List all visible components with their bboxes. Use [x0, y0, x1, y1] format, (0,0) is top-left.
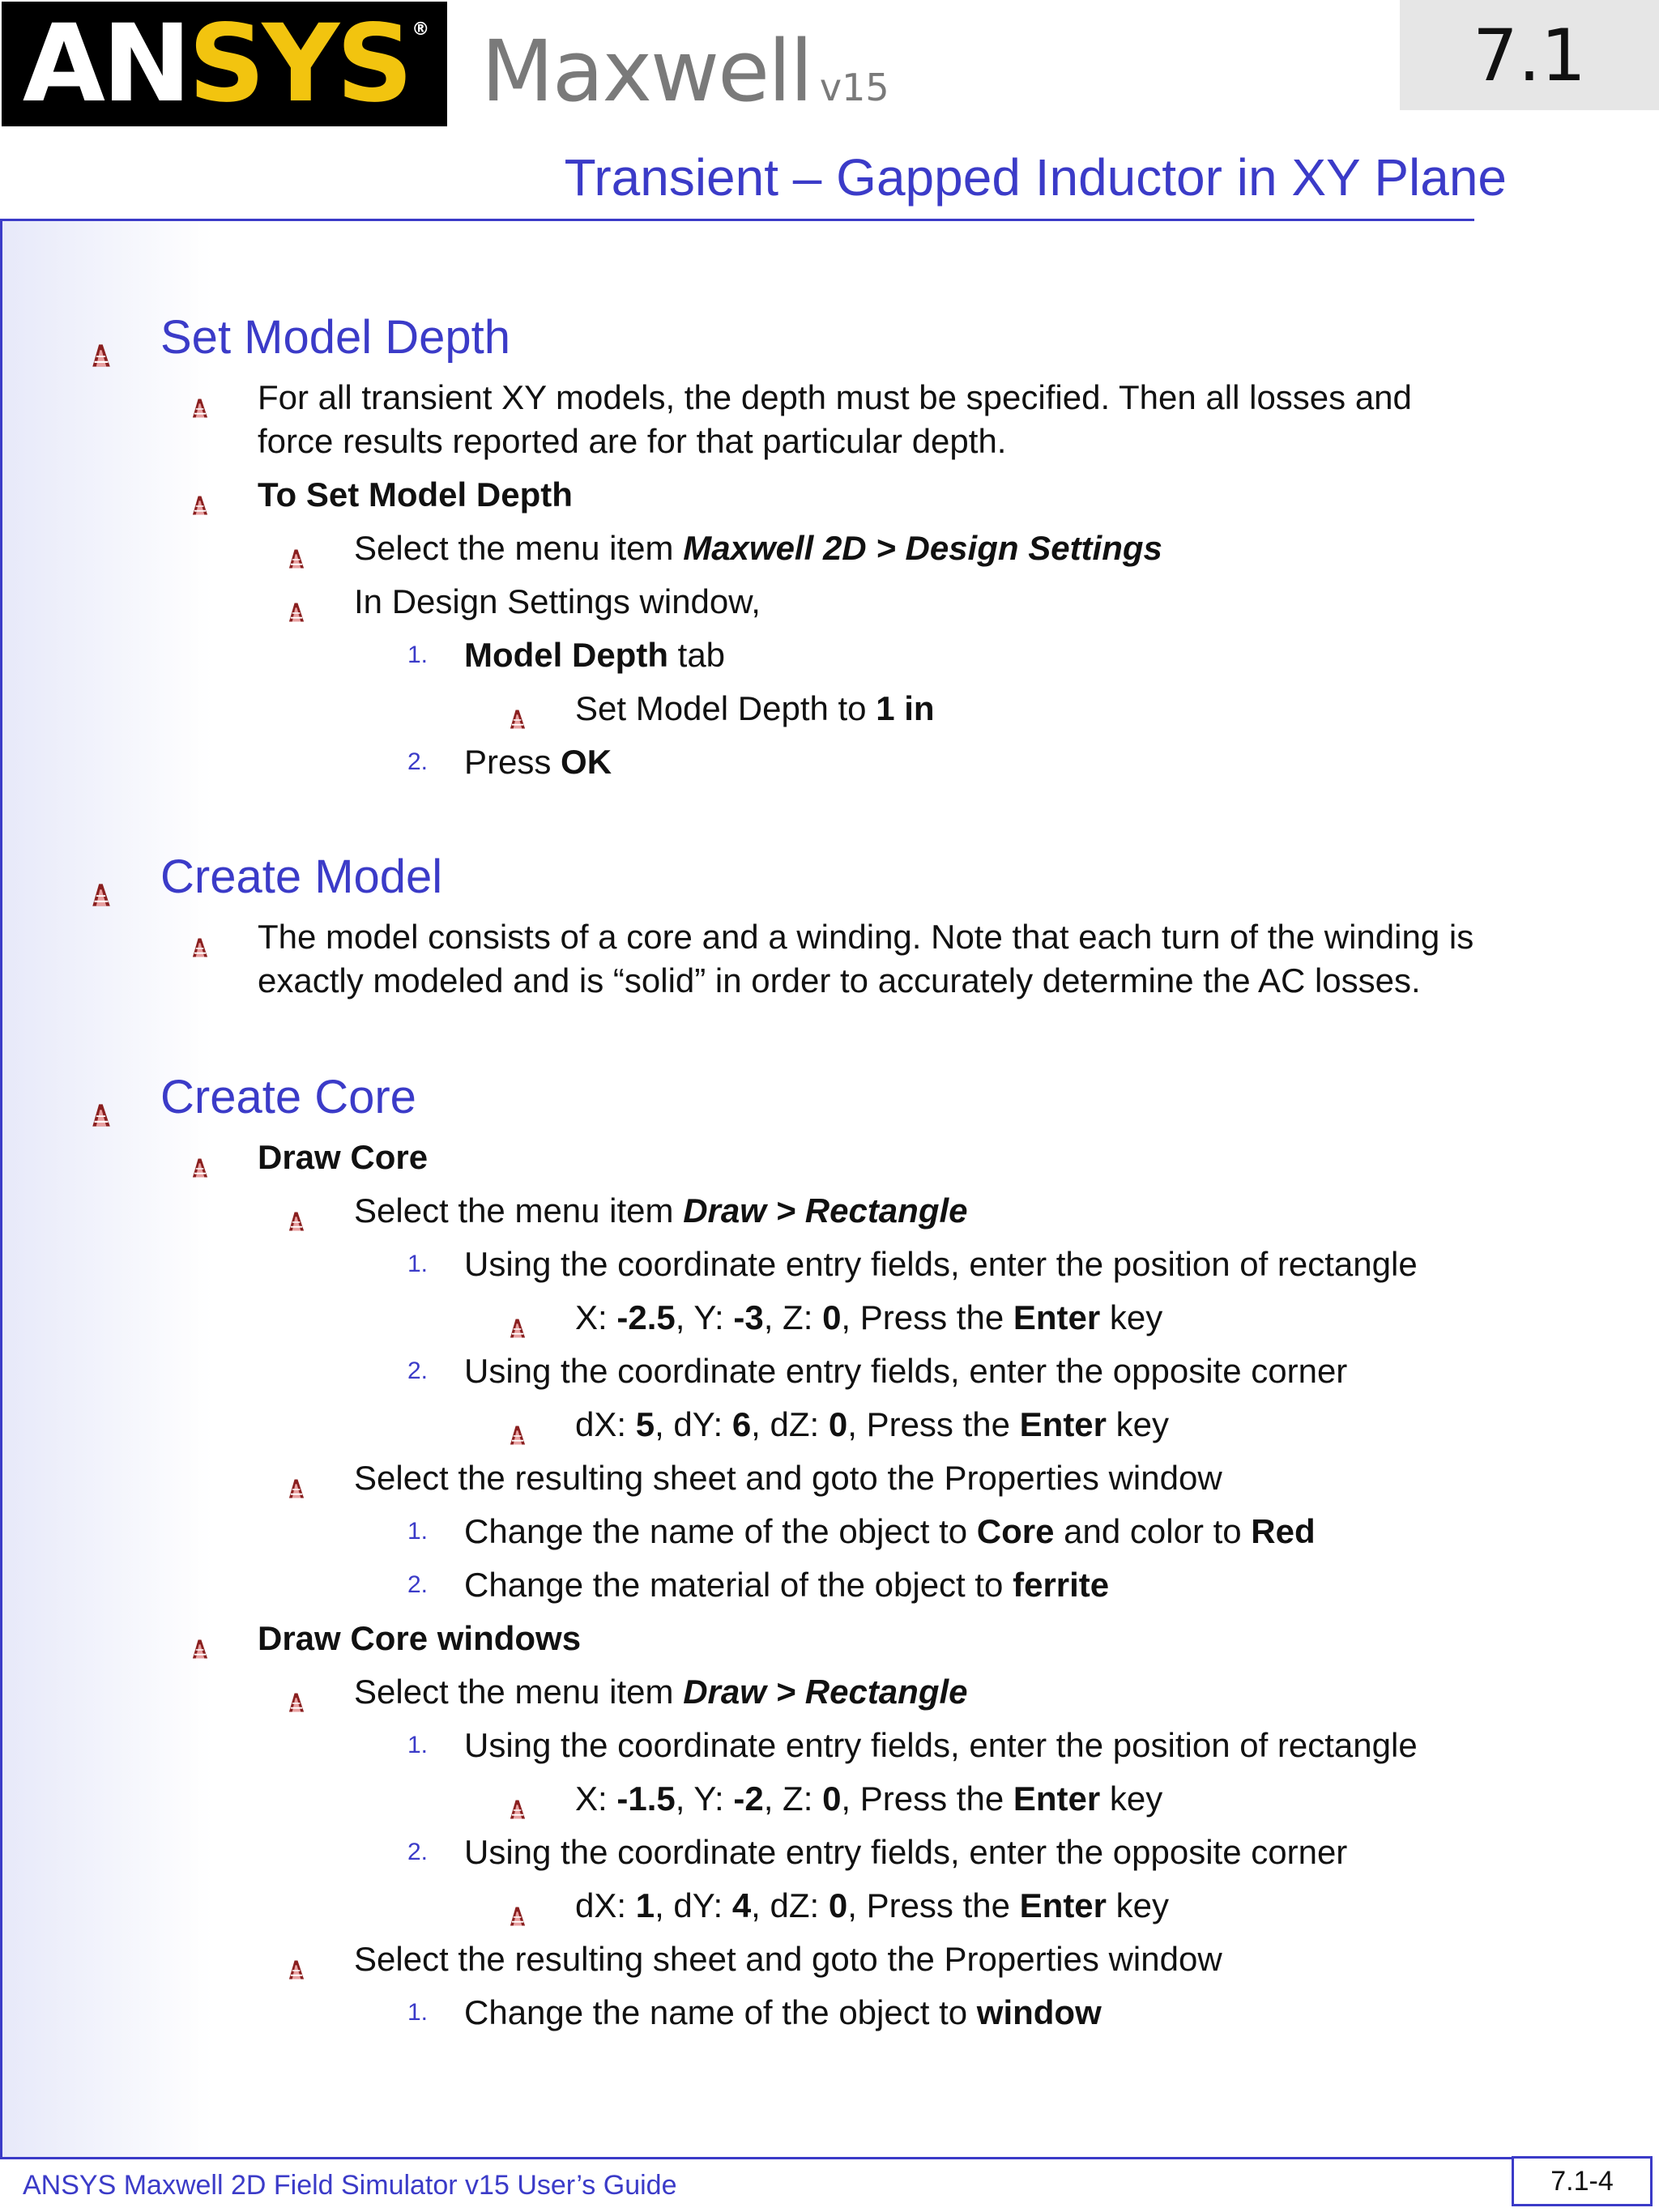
- bullet-icon: [288, 1947, 305, 1991]
- bullet-icon: [191, 386, 209, 429]
- bullet-icon: [509, 1413, 527, 1456]
- numbered-item: 1. Using the coordinate entry fields, enter the position of rectangle: [407, 1726, 1418, 1764]
- numbered-item: 1. Change the name of the object to Core and color to Red: [407, 1512, 1316, 1550]
- coordinate-entry: X: -1.5, Y: -2, Z: 0, Press the Enter key: [575, 1777, 1162, 1821]
- product-name: Maxwell: [481, 22, 812, 121]
- section-heading: [160, 850, 442, 904]
- coordinate-entry: dX: 5, dY: 6, dZ: 0, Press the Enter key: [575, 1403, 1169, 1447]
- paragraph: The model consists of a core and a winding. Note that each turn of the winding is: [258, 915, 1473, 959]
- paragraph-continued: force results reported are for that particular depth.: [258, 422, 1007, 460]
- bullet-icon: [91, 865, 112, 918]
- numbered-item: 2. Change the material of the object to ferrite: [407, 1566, 1110, 1604]
- bullet-icon: [191, 925, 209, 969]
- sub-heading: Draw Core windows: [258, 1617, 581, 1660]
- chapter-number: 7.1: [1400, 0, 1659, 110]
- numbered-item: 1. Model Depth tab: [407, 636, 726, 674]
- page-title: Transient – Gapped Inductor in XY Plane: [564, 148, 1507, 207]
- numbered-item: 2. Using the coordinate entry fields, enter the opposite corner: [407, 1833, 1348, 1871]
- numbered-item: 1. Using the coordinate entry fields, enter the position of rectangle: [407, 1245, 1418, 1283]
- bullet-icon: [509, 1787, 527, 1831]
- product-version: v15: [819, 66, 889, 109]
- page-number: 7.1-4: [1512, 2156, 1653, 2206]
- logo-text-an: AN: [22, 2, 189, 126]
- bullet-icon: [288, 1466, 305, 1510]
- bullet-icon: [191, 1145, 209, 1189]
- bullet-icon: [288, 536, 305, 580]
- list-item: Select the resulting sheet and goto the Properties window: [354, 1937, 1222, 1981]
- section-heading: [160, 311, 510, 364]
- menu-path: Draw > Rectangle: [683, 1191, 968, 1230]
- bullet-icon: [91, 326, 112, 379]
- paragraph: For all transient XY models, the depth must be specified. Then all losses and: [258, 376, 1412, 420]
- section-heading: [160, 1071, 416, 1124]
- logo-text-sys: SYS: [188, 2, 411, 126]
- bullet-icon: [288, 1199, 305, 1242]
- coordinate-entry: dX: 1, dY: 4, dZ: 0, Press the Enter key: [575, 1884, 1169, 1928]
- bullet-icon: [191, 1626, 209, 1670]
- bullet-icon: [509, 1306, 527, 1349]
- section-title: Create Core: [160, 1071, 416, 1123]
- sub-heading: Draw Core: [258, 1136, 428, 1179]
- section-title: Create Model: [160, 850, 443, 903]
- coordinate-entry: X: -2.5, Y: -3, Z: 0, Press the Enter key: [575, 1296, 1162, 1340]
- list-item: In Design Settings window,: [354, 580, 761, 624]
- bullet-icon: [91, 1085, 112, 1139]
- registered-mark: ®: [412, 19, 427, 40]
- footer-guide-title: ANSYS Maxwell 2D Field Simulator v15 User’s Guide: [23, 2170, 677, 2201]
- menu-path: Maxwell 2D > Design Settings: [683, 529, 1162, 567]
- menu-instruction: Select the menu item Draw > Rectangle: [354, 1670, 968, 1714]
- footer-divider: [0, 2157, 1512, 2159]
- bullet-icon: [509, 1894, 527, 1937]
- menu-instruction: Select the menu item Draw > Rectangle: [354, 1189, 968, 1233]
- bullet-icon: [288, 590, 305, 633]
- list-item: Set Model Depth to 1 in: [575, 687, 935, 731]
- menu-instruction: Select the menu item Maxwell 2D > Design Settings: [354, 526, 1162, 570]
- bullet-icon: [191, 483, 209, 526]
- section-title: Set Model Depth: [160, 311, 511, 364]
- menu-path: Draw > Rectangle: [683, 1673, 968, 1711]
- numbered-item: 1. Change the name of the object to window: [407, 1993, 1102, 2031]
- sub-heading: To Set Model Depth: [258, 473, 573, 517]
- bullet-icon: [288, 1680, 305, 1724]
- numbered-item: 2. Using the coordinate entry fields, enter the opposite corner: [407, 1352, 1348, 1390]
- bullet-icon: [509, 697, 527, 740]
- numbered-item: 2. Press OK: [407, 743, 612, 781]
- paragraph-continued: exactly modeled and is “solid” in order to accurately determine the AC losses.: [258, 961, 1421, 999]
- list-item: Select the resulting sheet and goto the Properties window: [354, 1456, 1222, 1500]
